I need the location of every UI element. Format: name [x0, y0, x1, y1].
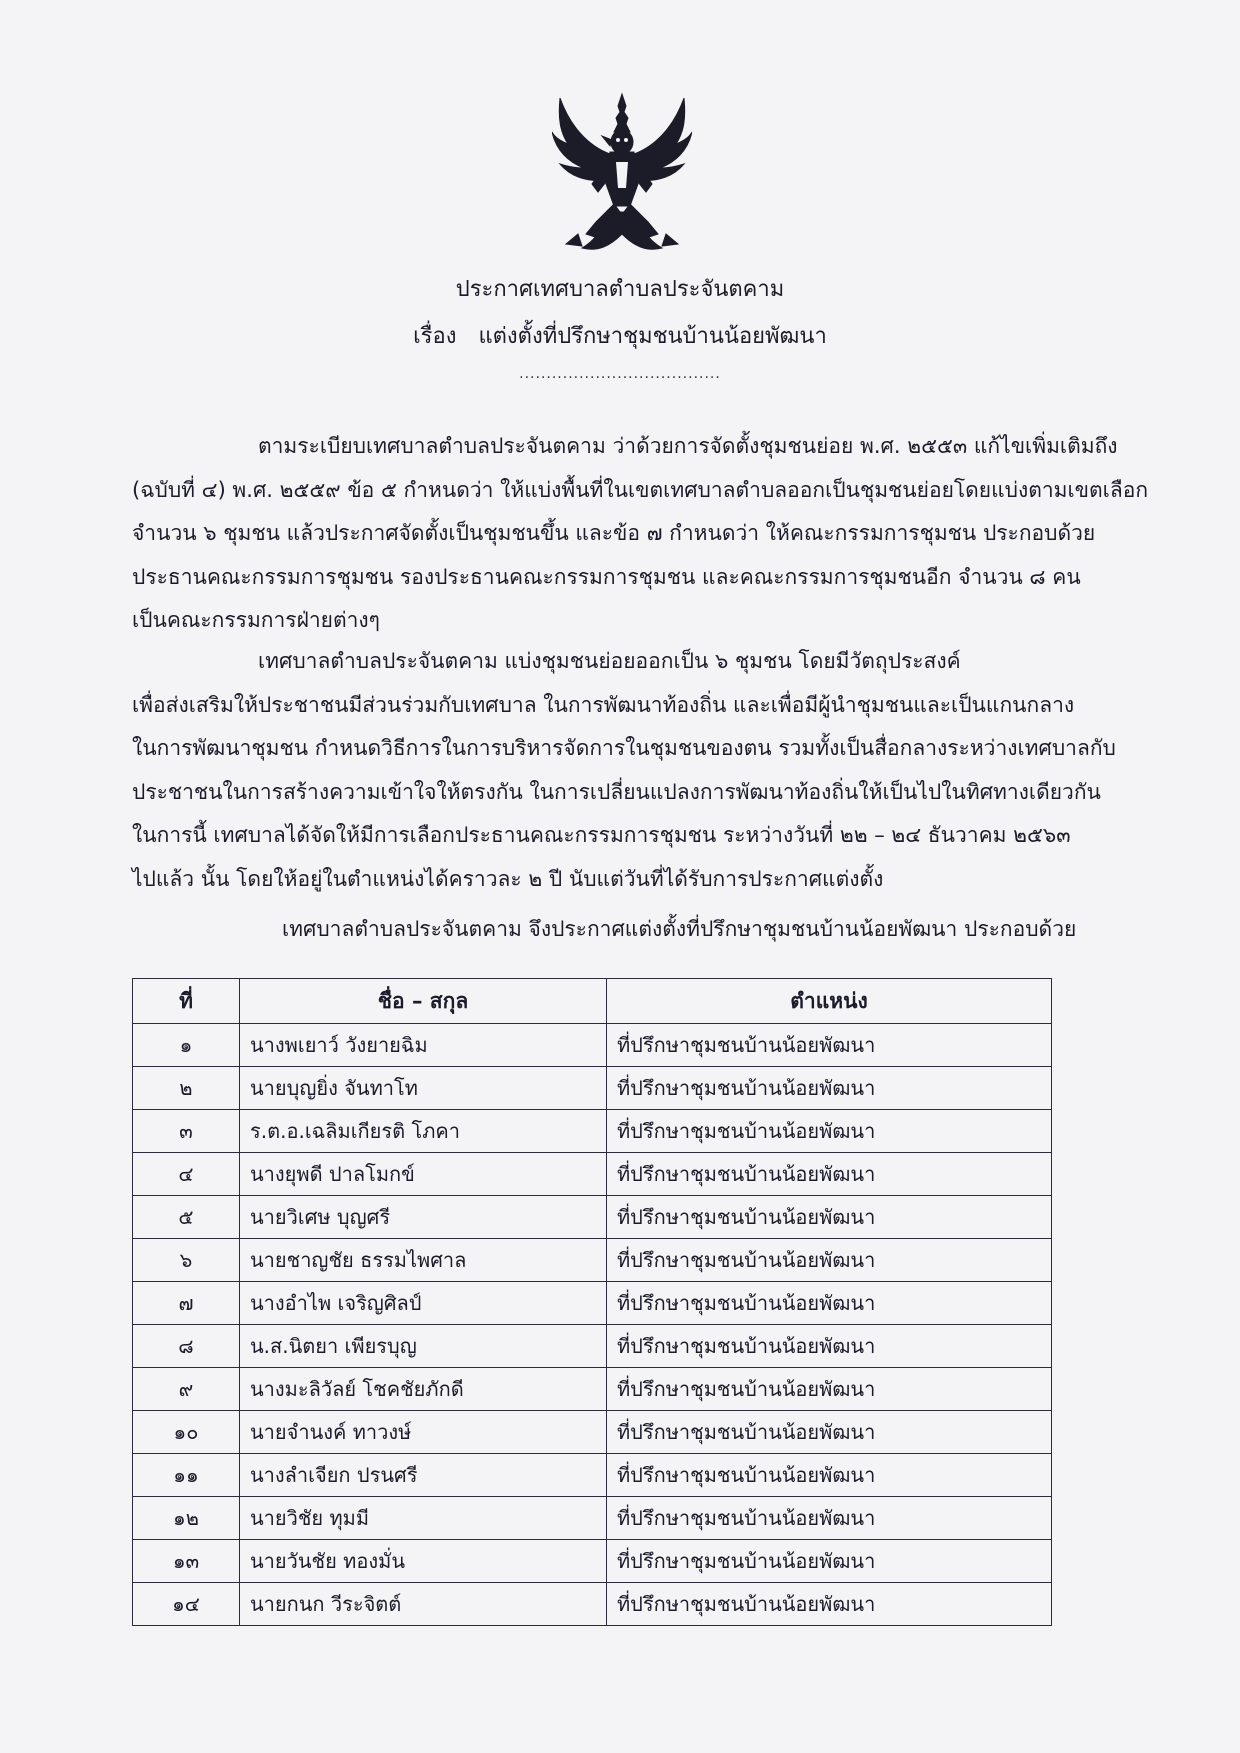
paragraph-2-line: เพื่อส่งเสริมให้ประชาชนมีส่วนร่วมกับเทศบาล ในการพัฒนาท้องถิ่น และเพื่อมีผู้นำชุมชนและเป็นแกนกลาง — [132, 692, 1075, 717]
row-position: ที่ปรึกษาชุมชนบ้านน้อยพัฒนา — [607, 1583, 1052, 1626]
row-name: ร.ต.อ.เฉลิมเกียรติ โภคา — [240, 1110, 607, 1153]
row-name: นายบุญยิ่ง จันทาโท — [240, 1067, 607, 1110]
row-position: ที่ปรึกษาชุมชนบ้านน้อยพัฒนา — [607, 1325, 1052, 1368]
table-row — [133, 1153, 1052, 1196]
row-name: นายวิเศษ บุญศรี — [240, 1196, 607, 1239]
row-position: ที่ปรึกษาชุมชนบ้านน้อยพัฒนา — [607, 1067, 1052, 1110]
table-row — [133, 1067, 1052, 1110]
advisors-table — [132, 978, 1052, 1626]
row-position: ที่ปรึกษาชุมชนบ้านน้อยพัฒนา — [607, 1110, 1052, 1153]
paragraph-1-line: ตามระเบียบเทศบาลตำบลประจันตคาม ว่าด้วยการจัดตั้งชุมชนย่อย พ.ศ. ๒๕๕๓ แก้ไขเพิ่มเติมถึง — [258, 434, 1118, 458]
row-number: ๑๓ — [133, 1540, 240, 1583]
paragraph-2-line: ประชาชนในการสร้างความเข้าใจให้ตรงกัน ในการเปลี่ยนแปลงการพัฒนาท้องถิ่นให้เป็นไปในทิศทางเดียวกัน — [132, 779, 1101, 804]
table-row — [133, 1196, 1052, 1239]
row-name: นายวันชัย ทองมั่น — [240, 1540, 607, 1583]
row-name: น.ส.นิตยา เพียรบุญ — [240, 1325, 607, 1368]
subject-text: แต่งตั้งที่ปรึกษาชุมชนบ้านน้อยพัฒนา — [478, 324, 827, 349]
paragraph-1-line: (ฉบับที่ ๔) พ.ศ. ๒๕๕๙ ข้อ ๕ กำหนดว่า ให้แบ่งพื้นที่ในเขตเทศบาลตำบลออกเป็นชุมชนย่อยโดยแบ่งตามเขตเลือก — [132, 477, 1149, 502]
row-position: ที่ปรึกษาชุมชนบ้านน้อยพัฒนา — [607, 1196, 1052, 1239]
paragraph-2-line: ในการพัฒนาชุมชน กำหนดวิธีการในการบริหารจัดการในชุมชนของตน รวมทั้งเป็นสื่อกลางระหว่างเทศบาลกับ — [132, 736, 1116, 760]
row-number: ๙ — [133, 1368, 240, 1411]
paragraph-2-line: ไปแล้ว นั้น โดยให้อยู่ในตำแหน่งได้คราวละ ๒ ปี นับแต่วันที่ได้รับการประกาศแต่งตั้ง — [132, 866, 884, 891]
row-number: ๑๐ — [133, 1411, 240, 1454]
table-header-row — [133, 979, 1052, 1024]
row-name: นางอำไพ เจริญศิลป์ — [240, 1282, 607, 1325]
row-name: นางพเยาว์ วังยายฉิม — [240, 1024, 607, 1067]
announcement-title: ประกาศเทศบาลตำบลประจันตคาม — [455, 277, 785, 302]
table-row — [133, 1325, 1052, 1368]
table-row — [133, 1110, 1052, 1153]
row-number: ๑๔ — [133, 1583, 240, 1626]
row-number: ๗ — [133, 1282, 240, 1325]
row-number: ๓ — [133, 1110, 240, 1153]
announcement-subject-line — [0, 318, 1240, 353]
paragraph-1 — [132, 425, 1149, 643]
row-number: ๑๑ — [133, 1454, 240, 1497]
row-number: ๘ — [133, 1325, 240, 1368]
row-position: ที่ปรึกษาชุมชนบ้านน้อยพัฒนา — [607, 1540, 1052, 1583]
table-row — [133, 1540, 1052, 1583]
table-row — [133, 1239, 1052, 1282]
row-position: ที่ปรึกษาชุมชนบ้านน้อยพัฒนา — [607, 1454, 1052, 1497]
paragraph-2-line: ในการนี้ เทศบาลได้จัดให้มีการเลือกประธานคณะกรรมการชุมชน ระหว่างวันที่ ๒๒ – ๒๔ ธันวาคม ๒๕๖๓ — [132, 823, 1071, 847]
row-number: ๑ — [133, 1024, 240, 1067]
table-row — [133, 1454, 1052, 1497]
title-separator: ..................................... — [519, 366, 721, 382]
row-position: ที่ปรึกษาชุมชนบ้านน้อยพัฒนา — [607, 1024, 1052, 1067]
row-position: ที่ปรึกษาชุมชนบ้านน้อยพัฒนา — [607, 1411, 1052, 1454]
row-number: ๖ — [133, 1239, 240, 1282]
row-name: นางยุพดี ปาลโมกข์ — [240, 1153, 607, 1196]
row-number: ๑๒ — [133, 1497, 240, 1540]
row-position: ที่ปรึกษาชุมชนบ้านน้อยพัฒนา — [607, 1239, 1052, 1282]
paragraph-1-line: ประธานคณะกรรมการชุมชน รองประธานคณะกรรมการชุมชน และคณะกรรมการชุมชนอีก จำนวน ๘ คน — [132, 564, 1081, 589]
row-name: นางลำเจียก ปรนศรี — [240, 1454, 607, 1497]
column-header-name: ชื่อ – สกุล — [240, 979, 607, 1024]
table-row — [133, 1411, 1052, 1454]
table-row — [133, 1024, 1052, 1067]
row-name: นายวิชัย ทุมมี — [240, 1497, 607, 1540]
row-name: นายกนก วีระจิตต์ — [240, 1583, 607, 1626]
paragraph-2-line: เทศบาลตำบลประจันตคาม แบ่งชุมชนย่อยออกเป็น ๖ ชุมชน โดยมีวัตถุประสงค์ — [258, 649, 961, 673]
row-number: ๒ — [133, 1067, 240, 1110]
row-position: ที่ปรึกษาชุมชนบ้านน้อยพัฒนา — [607, 1153, 1052, 1196]
row-position: ที่ปรึกษาชุมชนบ้านน้อยพัฒนา — [607, 1282, 1052, 1325]
row-position: ที่ปรึกษาชุมชนบ้านน้อยพัฒนา — [607, 1497, 1052, 1540]
paragraph-2 — [132, 640, 1116, 901]
subject-label: เรื่อง — [413, 324, 457, 349]
column-header-position: ตำแหน่ง — [607, 979, 1052, 1024]
row-position: ที่ปรึกษาชุมชนบ้านน้อยพัฒนา — [607, 1368, 1052, 1411]
paragraph-1-line: จำนวน ๖ ชุมชน แล้วประกาศจัดตั้งเป็นชุมชนขึ้น และข้อ ๗ กำหนดว่า ให้คณะกรรมการชุมชน ประกอบด้วย — [132, 521, 1096, 545]
row-name: นายจำนงค์ ทาวงษ์ — [240, 1411, 607, 1454]
table-row — [133, 1497, 1052, 1540]
garuda-emblem-icon — [552, 88, 692, 258]
row-name: นางมะลิวัลย์ โชคชัยภักดี — [240, 1368, 607, 1411]
row-number: ๕ — [133, 1196, 240, 1239]
column-header-number: ที่ — [133, 979, 240, 1024]
table-row — [133, 1368, 1052, 1411]
table-row — [133, 1282, 1052, 1325]
row-number: ๔ — [133, 1153, 240, 1196]
paragraph-1-line: เป็นคณะกรรมการฝ่ายต่างๆ — [132, 608, 380, 632]
row-name: นายชาญชัย ธรรมไพศาล — [240, 1239, 607, 1282]
table-row — [133, 1583, 1052, 1626]
paragraph-3: เทศบาลตำบลประจันตคาม จึงประกาศแต่งตั้งที่ปรึกษาชุมชนบ้านน้อยพัฒนา ประกอบด้วย — [282, 917, 1077, 941]
